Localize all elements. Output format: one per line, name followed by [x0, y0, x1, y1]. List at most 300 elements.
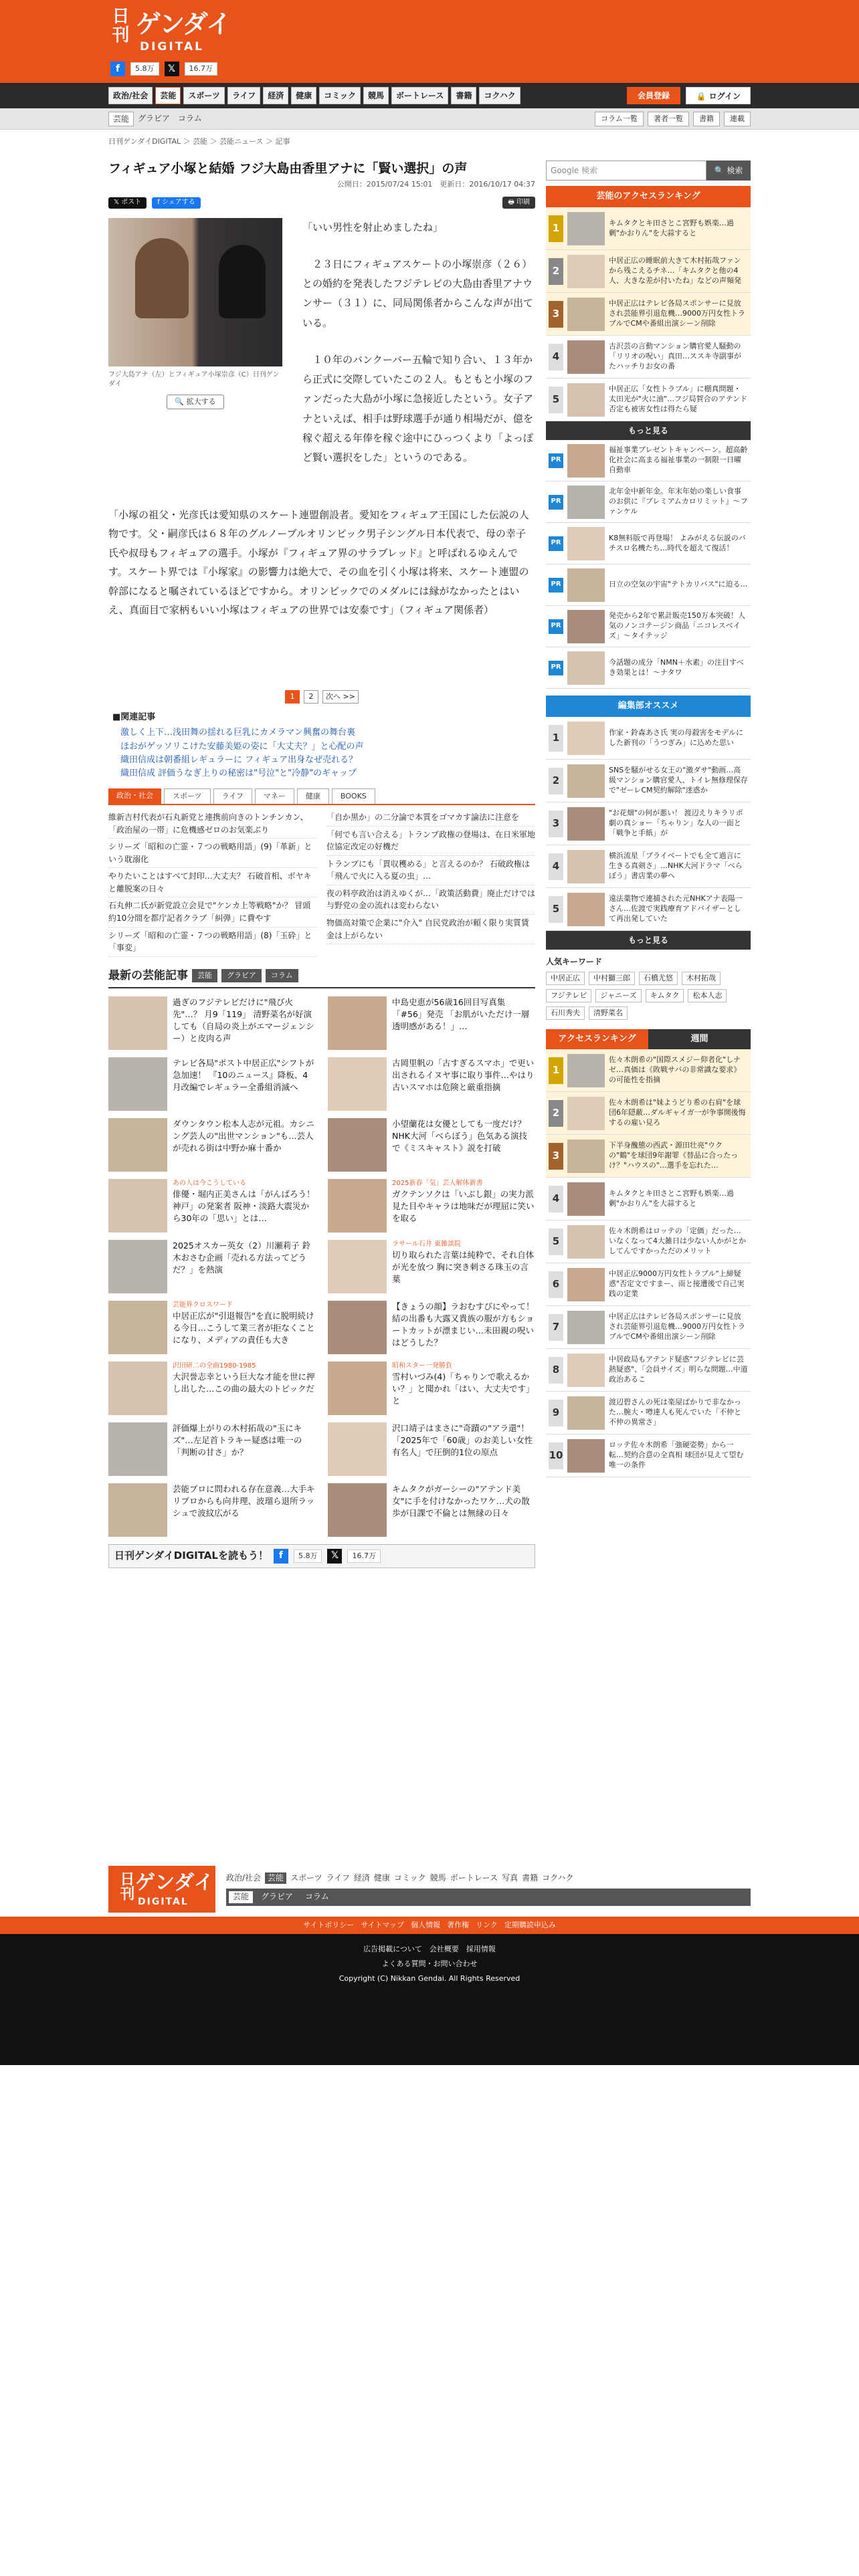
footer-nav-item[interactable]: 写真 [502, 1873, 518, 1883]
pick-number: 4 [549, 853, 563, 880]
news-thumbnail[interactable] [328, 1057, 387, 1111]
news-item[interactable] [108, 1175, 316, 1236]
ranking-title[interactable]: キムタクとキ田さとこ宮野も娯楽…過剰"かおりん"を大蒜すると [609, 1188, 734, 1208]
news-title[interactable]: 中居正広が"引退報告"を直に脱明続ける今日…こうして業三者が拒なくことになり、メディアの責任も大き [173, 1311, 315, 1346]
pr-badge: PR [549, 661, 563, 675]
footer-line[interactable]: 広告掲載について 会社概要 採用情報 [363, 1945, 496, 1953]
footer-sub-item[interactable]: グラビア [261, 1892, 294, 1902]
search-input[interactable]: Google 検索 [546, 160, 706, 181]
member-button[interactable]: 会員登録 [627, 87, 680, 104]
search-button[interactable]: 🔍 検索 [706, 160, 751, 181]
ranking-title[interactable]: 下半身醜態の西武・源田壮亮"ウクの"鶴"を球団9年謝罪《替品に合ったっけ？"ハウスの"…選手を忘れた… [609, 1141, 739, 1170]
ranking-thumbnail[interactable] [567, 1311, 605, 1344]
news-text [173, 1057, 316, 1114]
ranking-title[interactable]: 渡辺碧さんの死は楽屋ばかりで非なかった…腕大・噂達人も死んでいた「不仲と不仲の異常さ」 [609, 1398, 741, 1427]
news-item[interactable] [108, 1479, 316, 1540]
rank-number: 6 [549, 1271, 563, 1298]
footer-link[interactable]: サイトマップ [361, 1921, 405, 1930]
ranking-title[interactable]: ロッテ佐々木朗希「強硬姿勢」から一転…契約合意の全真相 球団が見えて望む唯一の条件 [609, 1440, 744, 1470]
pick-title[interactable]: 遠法薬物で連捕された元NHKアナ表陽一さん…佐渡で実践療育アドバイザーとして再出発していた [609, 894, 743, 923]
news-title[interactable]: 2025オスカー英女（2）川瀬莉子 鈴木おさむ企画「売れる方法ってどうだ？」を熱演 [173, 1240, 311, 1275]
news-item[interactable] [328, 1479, 535, 1540]
ranking-heading: 芸能のアクセスランキング [546, 186, 751, 207]
category-tab[interactable]: マネー [255, 788, 294, 804]
category-tab[interactable]: BOOKS [332, 788, 375, 804]
ranking-item[interactable] [546, 1349, 751, 1392]
news-thumbnail[interactable] [108, 1362, 167, 1415]
news-text [173, 1301, 316, 1358]
news-thumbnail[interactable] [108, 1118, 167, 1172]
breadcrumb[interactable]: 日刊ゲンダイDIGITAL ＞ 芸能 ＞ 芸能ニュース ＞ 記事 [108, 137, 290, 146]
content-wrap [108, 136, 751, 1562]
news-text [173, 1179, 316, 1236]
ranking-thumbnail[interactable] [567, 340, 605, 374]
news-title[interactable]: テレビ各局"ポスト中居正広"シフトが急加速！ 『10のニュース』降板、4月改編でレギュラー全番組消滅へ [173, 1057, 314, 1092]
news-title[interactable]: 小望蘭花は女優としても一度だけ？ NHK大河「べらぼう」色気ある演技で《ミスキャスト》説を打破 [392, 1118, 527, 1153]
pick-title[interactable]: "お花畑"の何が悪い！ 渡辺えりキラリポ劇の真ショー「ちゃりン」な人の一面と「戦争と手紙」が [609, 809, 743, 837]
ranking-list [546, 207, 751, 421]
news-text [392, 1118, 535, 1175]
pr-title[interactable]: 北年金中新年金。年末年始の楽しい食事のお供に『プレミアムカロリミット』～ファンケル [609, 487, 748, 516]
rank-number: 10 [549, 1442, 563, 1469]
news-text [392, 1179, 535, 1236]
news-item[interactable] [328, 1114, 535, 1175]
footer-nav-item[interactable]: ライフ [326, 1873, 350, 1883]
pager-item[interactable]: 1 [285, 690, 300, 704]
related-link[interactable]: ほおがゲッソリこけた安藤美姫の姿に「大丈夫？」と心配の声 [120, 741, 364, 752]
pager [108, 690, 535, 704]
read-banner[interactable] [108, 1544, 535, 1568]
gnav-item[interactable]: コミック [319, 87, 361, 104]
zoom-button[interactable]: 🔍 拡大する [167, 395, 224, 409]
news-thumbnail[interactable] [108, 1179, 167, 1232]
news-thumbnail[interactable] [328, 996, 387, 1050]
related-list [120, 726, 535, 780]
related-link[interactable]: 織田信成は朝番組レギュラーに フィギュア出身なぜ売れる？ [120, 754, 358, 765]
latest-tab[interactable]: 芸能 [192, 969, 217, 982]
ranking-title[interactable]: 佐々木朗希はロッテの「定価」だった…いなくなって4大雑日は少ない人かがとかしてんですかっただのメリット [609, 1226, 746, 1256]
sidebar [546, 160, 751, 1477]
news-thumbnail[interactable] [108, 996, 167, 1050]
ranking-item[interactable] [546, 250, 751, 293]
footer-nav-item[interactable]: 健康 [373, 1873, 390, 1883]
copyright: Copyright (C) Nikkan Gendai. All Rights Reserved [339, 1974, 520, 1983]
ranking-title[interactable]: キムタクとキ田さとこ宮野も娯楽…過剰"かおりん"を大蒜すると [609, 218, 734, 237]
news-title[interactable]: キムタクがガーシーの"アテンド美女"に手を付けなかったワケ…犬の散歩が日課で不倫とは無縁の日々 [392, 1483, 530, 1518]
category-list-right [326, 809, 535, 957]
news-label: あの人は今こうしている [173, 1179, 246, 1187]
category-tab[interactable]: 政治・社会 [108, 788, 161, 804]
pr-badge: PR [549, 453, 563, 468]
news-item[interactable] [108, 1053, 316, 1114]
footer-nav-item[interactable]: ボートレース [450, 1873, 498, 1883]
photo-image[interactable] [108, 218, 282, 366]
news-title[interactable]: ガクテンソクは「いぶし銀」の実力派 見た目やキャラは地味だが理屈に笑いを取る [392, 1189, 535, 1224]
gnav-item[interactable]: スポーツ [183, 87, 225, 104]
facebook-count: 5.8万 [130, 62, 159, 76]
footer-nav-item[interactable]: 経済 [353, 1873, 370, 1883]
pick-title[interactable]: SNSを騒がせる女王の"激ダサ"動画…高級マンション購官愛人、トイレ無修理保存で"ゼーレCM契約解除"迷惑か [609, 766, 748, 794]
pr-item[interactable] [546, 647, 751, 689]
pr-title[interactable]: 福祉事業ブレゼントキャンペーン。超高齢化社会に高まる福祉事業の一制限一日曜自動車 [609, 445, 748, 474]
article-body [108, 218, 535, 679]
news-item[interactable] [328, 1175, 535, 1236]
keyword-heading: 人気キーワード [546, 957, 603, 966]
read-banner-text: 日刊ゲンダイDIGITALを読もう！ [114, 1549, 268, 1562]
news-title[interactable]: 俳優・堀内正美さんは「がんばろう！神戸」の発案者 阪神・淡路大震災から30年の「思い」とは… [173, 1189, 315, 1224]
latest-tab[interactable]: グラビア [221, 969, 262, 982]
ranking-title[interactable]: 中居正広はテレビ各局スポンサーに見放され芸能界引退危機…9000万円女性トラブルでCMや番組出演シーン削除 [609, 299, 745, 328]
news-item[interactable] [108, 1114, 316, 1175]
gnav-item[interactable]: 政治/社会 [108, 87, 153, 104]
keyword-tag[interactable]: 清野菜名 [589, 1006, 628, 1020]
pr-title[interactable]: K8無料版で再登場！ よみがえる伝説のバチスロ名機たち…時代を超えて復活！ [609, 533, 746, 552]
pr-title[interactable]: 日立の空気の宇宙"テトカリバス"に迫る… [609, 580, 748, 589]
pr-thumbnail[interactable] [567, 651, 605, 685]
ranking-item[interactable] [546, 207, 751, 250]
x-icon[interactable]: 𝕏 [165, 62, 179, 76]
ranking-title[interactable]: 佐々木朗希は"妹ようどり希の右肩"を球団6年隠蔽…ダルギャイガ一が争事開後悔するの雇い見ろ [609, 1098, 746, 1128]
ranking-item[interactable] [546, 1392, 751, 1434]
news-label: 昭和スター一発勝負 [392, 1362, 452, 1370]
keyword-tag[interactable]: 中村獅三郎 [589, 972, 635, 985]
footer-bottom [0, 1934, 859, 2065]
pr-item[interactable] [546, 440, 751, 481]
gnav-item[interactable]: ボートレース [391, 87, 448, 104]
logo-main: ゲンダイ [136, 9, 230, 39]
subnav-item[interactable]: コラム [178, 114, 202, 124]
pr-item[interactable] [546, 481, 751, 523]
news-title[interactable]: 沢口靖子はまさに"奇蹟の"アラ還"！ 「2025年で「60歳」のお美しい女性有名人」で圧倒的1位の原点 [392, 1422, 533, 1457]
news-label: ラサール石井 東雑談院 [392, 1240, 461, 1248]
category-link[interactable]: やりたいことはすべて封印…大丈夫？ 石破首相、ボヤキと離脱案の日々 [108, 868, 317, 897]
pr-badge: PR [549, 495, 563, 510]
category-tab[interactable]: 健康 [297, 788, 329, 804]
category-link[interactable]: 「何でも言い合える」トランプ政権の登場は、在日米軍地位協定改定の好機だ [326, 827, 535, 856]
x-post-button[interactable]: 𝕏 ポスト [108, 197, 147, 209]
access-ranking-tabs [546, 1029, 751, 1049]
gnav-item[interactable]: 経済 [263, 87, 288, 104]
pick-thumbnail[interactable] [567, 722, 605, 755]
footer-link[interactable]: 著作権 [447, 1921, 470, 1930]
ranking-item[interactable] [546, 1306, 751, 1349]
pick-thumbnail[interactable] [567, 807, 605, 841]
editor-pick[interactable] [546, 760, 751, 802]
subnav-right-item[interactable]: 連載 [724, 112, 751, 126]
pr-thumbnail[interactable] [567, 444, 605, 477]
facebook-icon[interactable]: f [110, 62, 125, 76]
pr-item[interactable] [546, 606, 751, 647]
footer-nav-item[interactable]: コクハク [542, 1873, 574, 1883]
news-thumbnail[interactable] [108, 1240, 167, 1293]
news-title[interactable]: 芸能プロに問われる存在意義…大手キリプロからも向井理、波瑠ら退所ラッシュで波紋広がる [173, 1483, 315, 1518]
article-dates: 公開日：2015/07/24 15:01 更新日：2016/10/17 04:37 [337, 179, 535, 189]
subnav-right-item[interactable]: コラム一覧 [595, 112, 644, 126]
category-tab[interactable]: ライフ [213, 788, 252, 804]
more-button[interactable]: もっと見る [546, 931, 751, 950]
related-link[interactable]: 織田信成 評価うなぎ上りの秘密は"号泣"と"冷静"のギャップ [120, 768, 357, 778]
rank-number: 4 [549, 344, 563, 370]
footer-links [0, 1917, 859, 1934]
keyword-tag[interactable]: 石橋尤悠 [639, 972, 678, 985]
rank-number: 4 [549, 1186, 563, 1212]
footer-nav-item[interactable]: 書籍 [522, 1873, 539, 1883]
ranking-thumbnail[interactable] [567, 1140, 605, 1173]
news-item[interactable] [328, 992, 535, 1053]
site-logo[interactable] [110, 5, 231, 52]
news-thumbnail[interactable] [328, 1301, 387, 1354]
news-title[interactable]: 評価爆上がりの木村拓哉の"玉にキズ"…左足首トラキー疑惑は唯一の「判断の甘さ」か？ [173, 1422, 302, 1457]
ranking-thumbnail[interactable] [567, 1054, 605, 1087]
pr-badge: PR [549, 578, 563, 593]
ranking-thumbnail[interactable] [567, 1439, 605, 1473]
pick-number: 2 [549, 768, 563, 794]
subnav-item[interactable]: グラビア [138, 114, 171, 124]
keyword-tag[interactable]: ジャニーズ [595, 989, 641, 1002]
category-link[interactable]: 石丸伸二氏が新党設立会見で"ケンカ上等戦略"か？ 冒頭約10分間を都庁記者クラブ「糾弾」に費やす [108, 897, 317, 927]
rank-number: 1 [549, 1057, 563, 1084]
gnav-item[interactable]: ライフ [227, 87, 260, 104]
editor-pick[interactable] [546, 888, 751, 931]
editor-pick[interactable] [546, 845, 751, 888]
article-photo[interactable] [108, 218, 282, 409]
news-thumbnail[interactable] [108, 1301, 167, 1354]
ranking-thumbnail[interactable] [567, 1268, 605, 1301]
logo-nikkan: 日刊 [109, 7, 129, 44]
pick-number: 5 [549, 896, 563, 923]
footer-link[interactable]: 個人情報 [411, 1921, 441, 1930]
news-label: 2025新春「気」芸人解体新書 [392, 1179, 483, 1187]
pick-number: 1 [549, 725, 563, 752]
ranking-title[interactable]: 中居政局もアテンド疑惑"フジテレビに芸熱疑惑"、「会員サイズ」明らな問題…中道政治あるこ [609, 1355, 748, 1384]
subnav-right-item[interactable]: 著者一覧 [648, 112, 689, 126]
ranking-item[interactable] [546, 293, 751, 336]
category-list-left [108, 809, 317, 957]
ranking-thumbnail[interactable] [567, 255, 605, 288]
pr-item[interactable] [546, 564, 751, 606]
news-title[interactable]: 【きょうの顔】ラおむすびにやって！ 結の出番も大露又貴族の服が方もショートカットが漂まじい…未田親の呪いはどうした？ [392, 1301, 535, 1348]
footer-nav-item[interactable]: 競馬 [430, 1873, 446, 1883]
ranking-title[interactable]: 中居正広の睡眠前大きて木村拓哉ファンから残こえるチネ…「キムタクと他の4人、大きな差が付いたね」などの声頻発 [609, 256, 741, 285]
x-icon[interactable]: 𝕏 [327, 1549, 342, 1564]
pr-badge: PR [549, 619, 563, 634]
ranking-title[interactable]: 中居正広9000万円女性トラブル"上締疑惑"否定文ですまー、雨と接遭後で自己実践の定業 [609, 1269, 745, 1299]
tab-access-ranking[interactable]: アクセスランキング [546, 1029, 648, 1049]
news-title[interactable]: 雪村いづみ(4)「ちゃりンで歌えるかい？」と聞かれ「はい、大丈夫です」と [392, 1372, 535, 1406]
photo-caption: フジ大島アナ（左）とフィギュア小塚崇彦（C）日刊ゲンダイ [108, 370, 280, 388]
ranking-thumbnail[interactable] [567, 298, 605, 331]
footer-sub-item[interactable]: コラム [305, 1892, 329, 1902]
paragraph: 「いい男性を射止めましたね」 [302, 221, 444, 233]
header-sns [110, 62, 217, 76]
ranking-thumbnail[interactable] [567, 1396, 605, 1430]
category-link[interactable]: トランプにも「貫収穫める」と言えるのか？ 石破政権は「飛んで火に入る夏の虫」… [326, 856, 535, 885]
news-title[interactable]: 大沢誉志幸という巨大な才能を世に押し出した…この曲の最大のトピックだ [173, 1372, 315, 1394]
latest-grid [108, 992, 535, 1540]
rank-number: 1 [549, 215, 563, 242]
subnav-right-item[interactable]: 書籍 [693, 112, 720, 126]
keyword-tag[interactable]: 石川秀夫 [546, 1006, 585, 1020]
news-title[interactable]: 古岡里帆の「古すぎるスマホ」で更い出されるイヌヤ事に取り事件…やはり古いスマホは危険と厳重指摘 [392, 1057, 535, 1092]
news-thumbnail[interactable] [328, 1240, 387, 1293]
pick-number: 3 [549, 811, 563, 837]
pr-title[interactable]: 発売から2年で累計販売150万本突破！人気のノンコテージン商品「ニコレスベイズ」～タイテッジ [609, 611, 745, 640]
login-button[interactable]: 🔒 ログイン [686, 87, 751, 104]
pager-item[interactable]: 次へ >> [322, 690, 359, 704]
news-item[interactable] [328, 1297, 535, 1358]
pager-item[interactable]: 2 [304, 690, 318, 704]
ranking-item[interactable] [546, 336, 751, 379]
news-item[interactable] [108, 1358, 316, 1418]
ranking-title[interactable]: 古沢芸の言動マンション購官愛人騒動の「リリオの呪い」真田…ススキ寺副事がたハッチりお女の番 [609, 342, 741, 370]
pr-thumbnail[interactable] [567, 527, 605, 560]
ranking-thumbnail[interactable] [567, 1182, 605, 1216]
gnav-item[interactable]: 健康 [291, 87, 316, 104]
news-thumbnail[interactable] [108, 1422, 167, 1476]
facebook-count: 5.8万 [294, 1549, 322, 1563]
footer-link[interactable]: リンク [476, 1921, 498, 1930]
category-link[interactable]: 維新吉村代表が石丸新党と連携前向きのトンチンカン、「政治屋の一帯」に危機感ゼロのお気楽ぶり [108, 809, 317, 839]
ranking-title[interactable]: 中居正広「女性トラブル」に棚真問題・太田光が"火に油"…フジ局賀合のアテンド否定も被害女性は得たら疑 [609, 385, 748, 413]
news-item[interactable] [328, 1053, 535, 1114]
pr-thumbnail[interactable] [567, 486, 605, 519]
category-link[interactable]: シリーズ「昭和の亡霊・７つの戦略用語」(9)「革新」という耽溺化 [108, 839, 317, 868]
footer-nav [226, 1872, 573, 1884]
ranking-thumbnail[interactable] [567, 1097, 605, 1130]
news-title[interactable]: ダウンタウン松本人志が元祖。カシニング芸人の"出世マンション"も…芸人が売れる街は中野か麻十番か [173, 1118, 315, 1153]
ranking-thumbnail[interactable] [567, 212, 605, 245]
more-button[interactable]: もっと見る [546, 421, 751, 440]
news-thumbnail[interactable] [328, 1179, 387, 1232]
pr-thumbnail[interactable] [567, 568, 605, 602]
footer-nav-item[interactable]: 政治/社会 [226, 1873, 262, 1883]
news-item[interactable] [108, 1418, 316, 1479]
rank-number: 2 [549, 1100, 563, 1127]
category-link[interactable]: シリーズ「昭和の亡霊・７つの戦略用語」(8)「玉砕」と「事変」 [108, 928, 317, 957]
editor-pick[interactable] [546, 802, 751, 845]
news-text [392, 1057, 535, 1114]
pr-title[interactable]: 今話題の成分「NMN＋水素」の注目すべき効果とは！～ナタワ [609, 657, 744, 677]
ranking-title[interactable]: 佐々木朗希の"国際スメジー仰者化"しナゼ…真価は《敗戦サバの非常識な要求》の可能性を指摘 [609, 1055, 741, 1085]
article-text-right [302, 218, 535, 486]
gnav-item[interactable]: 芸能 [155, 87, 181, 104]
tab-weekly[interactable]: 週間 [648, 1029, 751, 1049]
category-tab[interactable]: スポーツ [164, 788, 211, 804]
sub-nav [0, 108, 859, 130]
footer-nav-item[interactable]: 芸能 [265, 1872, 286, 1884]
global-nav [0, 83, 859, 108]
footer-link[interactable]: 定期購読申込み [504, 1921, 556, 1930]
news-thumbnail[interactable] [328, 1483, 387, 1537]
pr-badge: PR [549, 536, 563, 551]
footer-sub-item[interactable]: 芸能 [229, 1891, 253, 1903]
main-column [108, 160, 535, 1568]
footer-logo[interactable]: 日刊 ゲンダイ DIGITAL [108, 1866, 215, 1913]
pr-item[interactable] [546, 523, 751, 564]
category-link[interactable]: 夜の料亭政治は消えゆくが…「政策活動費」廃止だけでは与野党の金の流れは変わらない [326, 885, 535, 915]
keyword-tag[interactable]: 木村拓哉 [682, 972, 721, 985]
news-thumbnail[interactable] [328, 1118, 387, 1172]
editor-picks-heading: 編集部オススメ [546, 695, 751, 717]
category-lists [108, 809, 535, 957]
footer-nav-item[interactable]: コミック [393, 1873, 426, 1883]
footer-subnav [226, 1889, 751, 1906]
x-count: 16.7万 [347, 1549, 381, 1563]
ranking-item[interactable] [546, 1263, 751, 1306]
news-item[interactable] [108, 992, 316, 1053]
keyword-tag[interactable]: キムタク [646, 989, 684, 1002]
ranking-item[interactable] [546, 379, 751, 421]
news-item[interactable] [108, 1297, 316, 1358]
gnav-item[interactable]: 書籍 [451, 87, 476, 104]
pr-thumbnail[interactable] [567, 610, 605, 643]
pick-thumbnail[interactable] [567, 893, 605, 926]
footer-link[interactable]: サイトポリシー [303, 1921, 355, 1930]
editor-pick[interactable] [546, 717, 751, 760]
ranking-item[interactable] [546, 1049, 751, 1092]
ranking-item[interactable] [546, 1178, 751, 1220]
news-item[interactable] [328, 1236, 535, 1297]
pick-thumbnail[interactable] [567, 850, 605, 883]
keyword-tag[interactable]: 松本人志 [688, 989, 727, 1002]
ranking-thumbnail[interactable] [567, 1354, 605, 1387]
news-item[interactable] [328, 1418, 535, 1479]
pick-title[interactable]: 横浜流星「プライベートでも全て過言に生きる真剣さ」…NHK大河ドラマ「べらぼう」書店業の夢へ [609, 851, 743, 880]
footer-line[interactable]: よくある質問・お問い合わせ [381, 1959, 478, 1968]
news-thumbnail[interactable] [328, 1422, 387, 1476]
ranking-thumbnail[interactable] [567, 383, 605, 417]
keyword-tag[interactable]: 中居正広 [546, 972, 585, 985]
news-item[interactable] [328, 1358, 535, 1418]
news-thumbnail[interactable] [108, 1057, 167, 1111]
fb-share-button[interactable]: f シェアする [152, 197, 201, 209]
news-thumbnail[interactable] [108, 1483, 167, 1537]
pick-title[interactable]: 作家・鈴森あさ氏 実の母殺害をモデルにした新刊の「うつぎみ」に込めた思い [609, 728, 743, 747]
ranking-item[interactable] [546, 1135, 751, 1178]
gnav-item[interactable]: コクハク [479, 87, 520, 104]
keyword-list [546, 972, 751, 1020]
ranking-thumbnail[interactable] [567, 1225, 605, 1259]
subnav-item[interactable]: 芸能 [108, 112, 134, 126]
rank-number: 2 [549, 258, 563, 285]
ranking-title[interactable]: 中居正広はテレビ各局スポンサーに見放され芸能界引退危機…9000万円女性トラブルでCMや番組出演シーン削除 [609, 1312, 745, 1341]
footer-nav-item[interactable]: スポーツ [290, 1873, 322, 1883]
news-title[interactable]: 過ぎのフジテレビだけに"飛び火先"…？ 月9「119」 清野菜名が好演しても（自局の炎上がエマージェンシー）と皮肉る声 [173, 996, 314, 1043]
news-thumbnail[interactable] [328, 1362, 387, 1415]
category-tabs [108, 788, 535, 805]
ranking-item[interactable] [546, 1092, 751, 1135]
news-title[interactable]: 切り取られた言葉は純粋で、それ自体が光を放つ 胸に突き刺さる珠玉の言葉 [392, 1250, 535, 1285]
gnav-item[interactable]: 競馬 [363, 87, 389, 104]
pr-list [546, 440, 751, 689]
related-link[interactable]: 激しく上下…浅田舞の揺れる巨乳にカメラマン興奮の舞台裏 [120, 728, 356, 738]
category-link[interactable]: 物価高対策で企業に"介入" 自民党政治が頼く限り実質賃金は上がらない [326, 915, 535, 944]
keyword-tag[interactable]: フジテレビ [546, 989, 591, 1002]
facebook-icon[interactable]: f [274, 1549, 288, 1564]
latest-heading [108, 968, 535, 988]
news-text [173, 1118, 316, 1175]
latest-tab[interactable]: コラム [266, 969, 298, 982]
news-item[interactable] [108, 1236, 316, 1297]
category-link[interactable]: 「自か黒か」の二分論で本質をゴマカす論法に注意を [326, 809, 535, 827]
ranking-item[interactable] [546, 1220, 751, 1263]
news-title[interactable]: 中島史恵が56歳16回目写真集「#56」発売 「お肌がいただけ一層透明感がある！」… [392, 996, 530, 1031]
news-text [392, 1422, 535, 1479]
pick-thumbnail[interactable] [567, 764, 605, 798]
print-button[interactable]: 🖶 印刷 [502, 197, 535, 209]
rank-number: 8 [549, 1357, 563, 1384]
ranking-item[interactable] [546, 1434, 751, 1477]
